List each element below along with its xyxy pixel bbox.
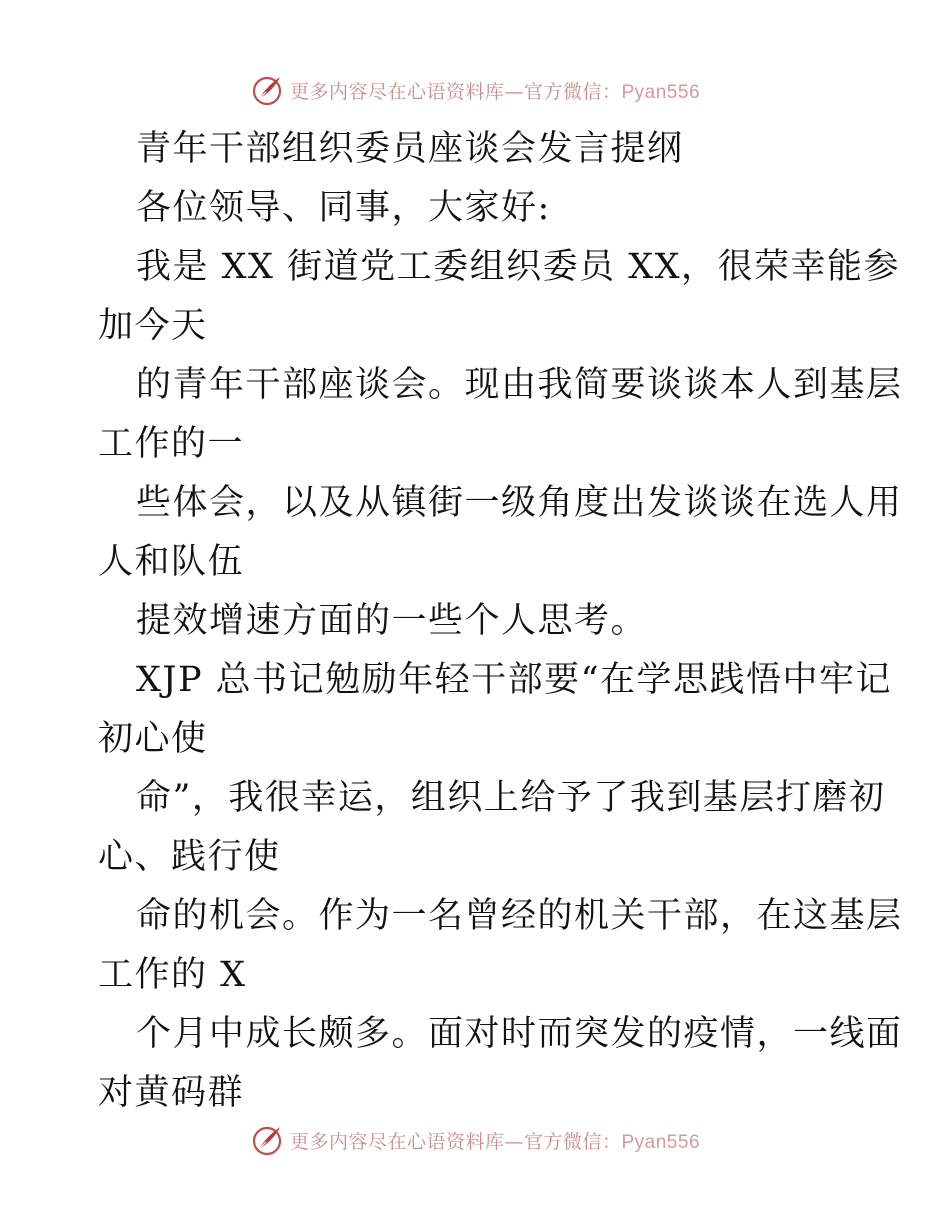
text-line: 些体会，以及从镇街一级角度出发谈谈在选人用 — [136, 483, 903, 523]
text-line: 工作的一 — [98, 424, 245, 464]
text-line: 我是 XX 街道党工委组织委员 XX，很荣幸能参 — [136, 247, 901, 287]
watermark-text: 更多内容尽在心语资料库—官方微信：Pyan556 — [289, 1130, 701, 1153]
watermark-text: 更多内容尽在心语资料库—官方微信：Pyan556 — [289, 80, 701, 103]
text-line: 工作的 X — [98, 955, 247, 995]
text-line: 对黄码群 — [98, 1073, 245, 1113]
text-line: 命”，我很幸运，组织上给予了我到基层打磨初 — [136, 778, 886, 818]
feather-pen-logo-icon — [250, 1123, 284, 1157]
text-line: 个月中成长颇多。面对时而突发的疫情，一线面 — [136, 1014, 903, 1054]
text-line: 提效增速方面的一些个人思考。 — [136, 601, 648, 641]
text-line: 加今天 — [98, 306, 208, 346]
watermark-wechat-id: Pyan556 — [621, 1131, 701, 1153]
text-line: 人和队伍 — [98, 542, 245, 582]
watermark-wechat-id: Pyan556 — [621, 81, 701, 103]
feather-pen-logo-icon — [250, 73, 284, 107]
text-line: XJP 总书记勉励年轻干部要“在学思践悟中牢记 — [136, 660, 893, 700]
text-line: 各位领导、同事，大家好: — [136, 188, 551, 228]
text-line: 的青年干部座谈会。现由我简要谈谈本人到基层 — [136, 365, 903, 405]
text-line: 命的机会。作为一名曾经的机关干部，在这基层 — [136, 896, 903, 936]
text-line: 心、践行使 — [98, 837, 281, 877]
document-body — [98, 120, 903, 1123]
header-watermark — [0, 72, 950, 108]
text-line: 初心使 — [98, 719, 208, 759]
text-line: 青年干部组织委员座谈会发言提纲 — [136, 129, 684, 169]
footer-watermark — [0, 1122, 950, 1158]
